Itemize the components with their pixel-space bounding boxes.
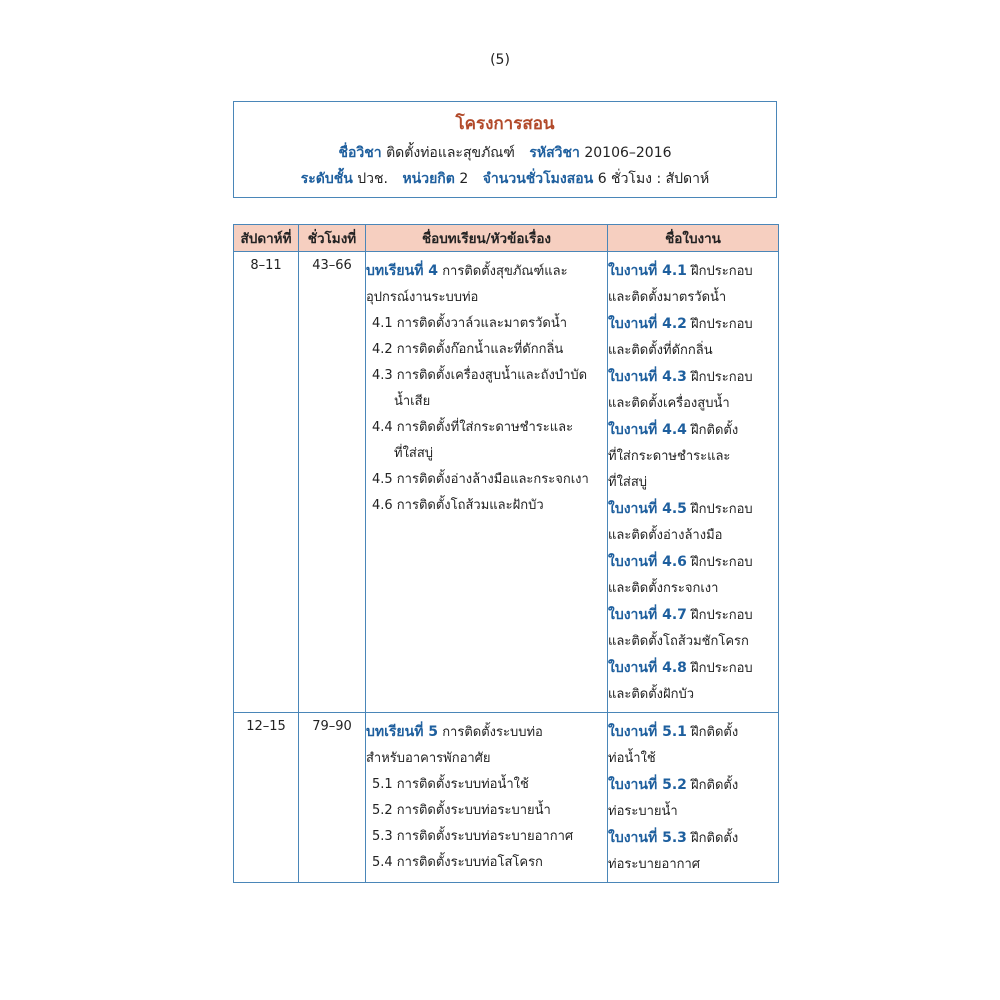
worksheet-text: ฝึกติดตั้ง — [691, 423, 739, 438]
worksheet-label: ใบงานที่ 4.8 — [608, 660, 687, 676]
worksheet-continuation: และติดตั้งที่ดักกลิ่น — [608, 343, 713, 358]
worksheet-item — [608, 602, 778, 629]
worksheet-text: ฝึกประกอบ — [691, 317, 753, 332]
credit-value: 2 — [459, 171, 469, 187]
worksheet-cell — [608, 252, 779, 713]
topic-item: 4.5 การติดตั้งอ่างล้างมือและกระจกเงา — [372, 472, 589, 487]
topic-item: 4.3 การติดตั้งเครื่องสูบน้ำและถังบำบัด — [372, 368, 588, 383]
code-value: 20106–2016 — [584, 145, 672, 161]
worksheet-continuation: และติดตั้งมาตรวัดน้ำ — [608, 290, 727, 305]
subject-label: ชื่อวิชา — [338, 145, 382, 161]
worksheet-label: ใบงานที่ 4.2 — [608, 316, 687, 332]
header-title: โครงการสอน — [455, 114, 555, 134]
worksheet-continuation: ที่ใส่กระดาษชำระและ — [608, 449, 731, 464]
worksheet-continuation: ท่อระบายน้ำ — [608, 804, 678, 819]
worksheet-item — [608, 719, 778, 746]
course-plan-table — [233, 224, 779, 883]
worksheet-label: ใบงานที่ 4.7 — [608, 607, 687, 623]
worksheet-continuation: ท่อน้ำใช้ — [608, 751, 656, 766]
worksheet-text: ฝึกประกอบ — [691, 370, 753, 385]
topic-item: ที่ใส่สบู่ — [394, 446, 434, 461]
lesson-cell — [366, 713, 608, 883]
table-header-row — [234, 225, 779, 252]
level-line — [234, 168, 776, 190]
subject-line — [234, 142, 776, 164]
worksheet-continuation: และติดตั้งฝักบัว — [608, 687, 695, 702]
worksheet-item — [608, 655, 778, 682]
credit-label: หน่วยกิต — [402, 171, 455, 187]
worksheet-text: ฝึกติดตั้ง — [691, 831, 739, 846]
hours-label: จำนวนชั่วโมงสอน — [482, 171, 594, 187]
column-header: ชั่วโมงที่ — [299, 225, 366, 252]
worksheet-label: ใบงานที่ 4.5 — [608, 501, 687, 517]
topic-item: 5.2 การติดตั้งระบบท่อระบายน้ำ — [372, 803, 551, 818]
worksheet-item — [608, 825, 778, 852]
worksheet-label: ใบงานที่ 5.3 — [608, 830, 687, 846]
column-header: สัปดาห์ที่ — [234, 225, 299, 252]
hours-cell: 79–90 — [299, 713, 366, 883]
level-value: ปวช. — [357, 171, 388, 187]
page-number: (5) — [490, 52, 510, 68]
worksheet-text: ฝึกประกอบ — [691, 264, 753, 279]
worksheet-item — [608, 364, 778, 391]
worksheet-text: ฝึกประกอบ — [691, 608, 753, 623]
worksheet-continuation: และติดตั้งอ่างล้างมือ — [608, 528, 723, 543]
worksheet-item — [608, 549, 778, 576]
course-plan-header — [233, 101, 777, 198]
topic-item: 5.3 การติดตั้งระบบท่อระบายอากาศ — [372, 829, 574, 844]
worksheet-continuation: และติดตั้งกระจกเงา — [608, 581, 719, 596]
worksheet-continuation: ท่อระบายอากาศ — [608, 857, 701, 872]
worksheet-label: ใบงานที่ 4.1 — [608, 263, 687, 279]
table-row — [234, 252, 779, 713]
subject-value: ติดตั้งท่อและสุขภัณฑ์ — [386, 145, 515, 161]
lesson-cell — [366, 252, 608, 713]
topic-item: 5.1 การติดตั้งระบบท่อน้ำใช้ — [372, 777, 529, 792]
worksheet-continuation: และติดตั้งโถส้วมชักโครก — [608, 634, 749, 649]
topic-item: 4.1 การติดตั้งวาล์วและมาตรวัดน้ำ — [372, 316, 568, 331]
topic-item: 4.6 การติดตั้งโถส้วมและฝักบัว — [372, 498, 544, 513]
worksheet-item — [608, 311, 778, 338]
worksheet-item — [608, 496, 778, 523]
worksheet-label: ใบงานที่ 5.2 — [608, 777, 687, 793]
worksheet-text: ฝึกประกอบ — [691, 555, 753, 570]
worksheet-text: ฝึกประกอบ — [691, 502, 753, 517]
worksheet-continuation: ที่ใส่สบู่ — [608, 475, 648, 490]
lesson-label: บทเรียนที่ 5 — [366, 724, 439, 740]
topic-item: 5.4 การติดตั้งระบบท่อโสโครก — [372, 855, 543, 870]
worksheet-item — [608, 258, 778, 285]
worksheet-text: ฝึกติดตั้ง — [691, 778, 739, 793]
topic-item: 4.4 การติดตั้งที่ใส่กระดาษชำระและ — [372, 420, 574, 435]
level-label: ระดับชั้น — [300, 171, 353, 187]
column-header: ชื่อบทเรียน/หัวข้อเรื่อง — [366, 225, 608, 252]
worksheet-continuation: และติดตั้งเครื่องสูบน้ำ — [608, 396, 730, 411]
lesson-title: การติดตั้งสุขภัณฑ์และ — [442, 264, 568, 279]
week-cell: 8–11 — [234, 252, 299, 713]
week-cell: 12–15 — [234, 713, 299, 883]
lesson-label: บทเรียนที่ 4 — [366, 263, 439, 279]
worksheet-label: ใบงานที่ 4.6 — [608, 554, 687, 570]
lesson-title: การติดตั้งระบบท่อ — [442, 725, 543, 740]
topic-item: 4.2 การติดตั้งก๊อกน้ำและที่ดักกลิ่น — [372, 342, 564, 357]
lesson-title-continuation: อุปกรณ์งานระบบท่อ — [366, 290, 479, 305]
lesson-title-line — [366, 258, 607, 285]
lesson-title-line — [366, 719, 607, 746]
topic-item: น้ำเสีย — [394, 394, 431, 409]
worksheet-item — [608, 417, 778, 444]
code-label: รหัสวิชา — [529, 145, 580, 161]
hours-value: 6 ชั่วโมง : สัปดาห์ — [597, 171, 710, 187]
worksheet-item — [608, 772, 778, 799]
hours-cell: 43–66 — [299, 252, 366, 713]
worksheet-label: ใบงานที่ 4.3 — [608, 369, 687, 385]
column-header: ชื่อใบงาน — [608, 225, 779, 252]
worksheet-text: ฝึกติดตั้ง — [691, 725, 739, 740]
table-row — [234, 713, 779, 883]
worksheet-text: ฝึกประกอบ — [691, 661, 753, 676]
worksheet-label: ใบงานที่ 4.4 — [608, 422, 687, 438]
worksheet-cell — [608, 713, 779, 883]
lesson-title-continuation: สำหรับอาคารพักอาศัย — [366, 751, 491, 766]
worksheet-label: ใบงานที่ 5.1 — [608, 724, 687, 740]
